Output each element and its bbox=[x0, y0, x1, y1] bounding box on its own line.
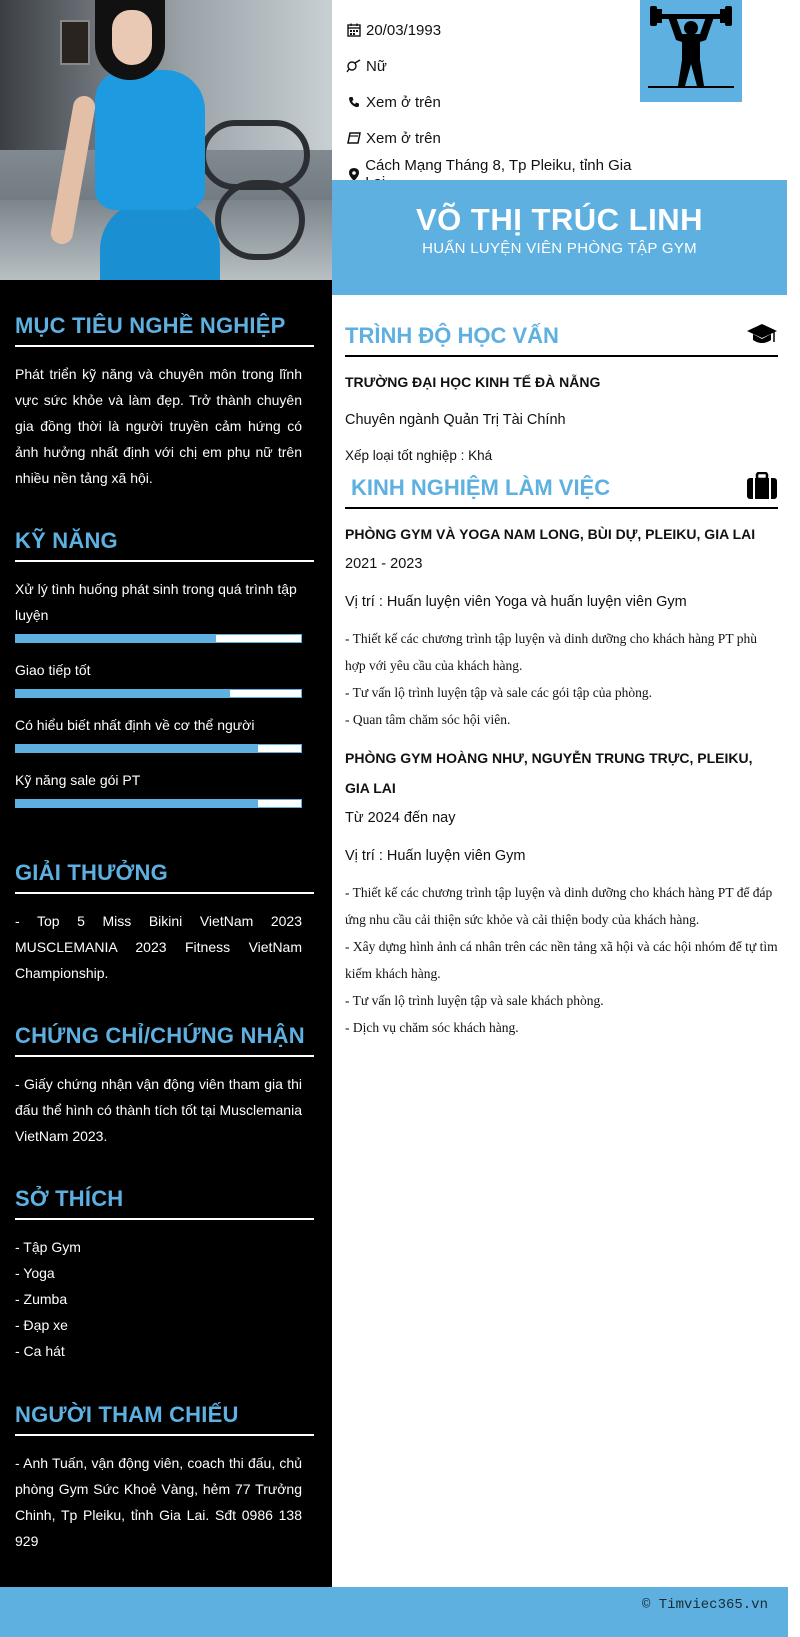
awards-heading: GIẢI THƯỞNG bbox=[15, 860, 314, 894]
job-duty: - Thiết kế các chương trình tập luyện và dinh dưỡng cho khách hàng PT phù hợp với yêu cầu của khách hàng. bbox=[345, 631, 757, 673]
job-entry bbox=[345, 519, 778, 733]
education-grade: Xếp loại tốt nghiệp : Khá bbox=[345, 448, 493, 463]
experience-header bbox=[345, 469, 778, 509]
skill-level-fill bbox=[16, 800, 258, 807]
gender-value: Nữ bbox=[366, 57, 387, 75]
skills-heading: KỸ NĂNG bbox=[15, 528, 314, 562]
skill-level-fill bbox=[16, 690, 230, 697]
references-section bbox=[15, 1402, 314, 1554]
contact-list bbox=[344, 12, 644, 192]
job-duty: - Quan tâm chăm sóc hội viên. bbox=[345, 712, 511, 727]
name-banner bbox=[332, 180, 787, 295]
job-period: 2021 - 2023 bbox=[345, 556, 423, 572]
job-position: Vị trí : Huấn luyện viên Gym bbox=[345, 848, 526, 864]
calendar-icon bbox=[344, 23, 364, 37]
skill-label: Xử lý tình huống phát sinh trong quá trình tập luyện bbox=[15, 581, 297, 623]
profile-photo bbox=[0, 0, 332, 280]
experience-heading: KINH NGHIỆM LÀM VIỆC bbox=[351, 475, 611, 500]
career-goal-text: Phát triển kỹ năng và chuyên môn trong lĩnh vực sức khỏe và làm đẹp. Trở thành chuyên gia đồng thời là người truyền cảm hứng có ảnh hưởng nhất định với chị em phụ nữ trên nhiều nền tảng xã hội. bbox=[15, 366, 302, 486]
job-company: PHÒNG GYM VÀ YOGA NAM LONG, BÙI DỰ, PLEIKU, GIA LAI bbox=[345, 526, 756, 542]
job-duty: - Tư vấn lộ trình luyện tập và sale khách phòng. bbox=[345, 993, 604, 1008]
skill-label: Kỹ năng sale gói PT bbox=[15, 772, 141, 788]
contact-gender bbox=[344, 48, 644, 84]
skill-level-bar bbox=[15, 744, 302, 753]
job-duty: - Dịch vụ chăm sóc khách hàng. bbox=[345, 1020, 519, 1035]
job-period: Từ 2024 đến nay bbox=[345, 810, 456, 826]
job-entry bbox=[345, 743, 778, 1041]
birthday-value: 20/03/1993 bbox=[366, 21, 442, 39]
education-heading: TRÌNH ĐỘ HỌC VẤN bbox=[345, 323, 559, 348]
skill-item bbox=[15, 712, 314, 753]
footer bbox=[0, 1587, 788, 1637]
hobbies-heading: SỞ THÍCH bbox=[15, 1186, 314, 1220]
certificates-section bbox=[15, 1023, 314, 1149]
job-company: PHÒNG GYM HOÀNG NHƯ, NGUYỄN TRUNG TRỰC, PLEIKU, GIA LAI bbox=[345, 750, 753, 796]
job-duty: - Thiết kế các chương trình tập luyện và dinh dưỡng cho khách hàng PT để đáp ứng nhu cầu cải thiện sức khỏe và cải thiện body của khách hàng. bbox=[345, 885, 773, 927]
hobbies-section bbox=[15, 1186, 314, 1364]
hobby-item: - Yoga bbox=[15, 1265, 55, 1281]
education-header bbox=[345, 317, 778, 357]
contact-phone bbox=[344, 84, 644, 120]
certificates-heading: CHỨNG CHỈ/CHỨNG NHẬN bbox=[15, 1023, 314, 1057]
contact-email bbox=[344, 120, 644, 156]
email-value: Xem ở trên bbox=[366, 129, 441, 147]
awards-section bbox=[15, 860, 314, 986]
skill-level-fill bbox=[16, 745, 258, 752]
references-text: - Anh Tuấn, vận động viên, coach thi đấu, chủ phòng Gym Sức Khoẻ Vàng, hẻm 77 Trưởng Chinh, Tp Pleiku, tỉnh Gia Lai. Sđt 0986 138 929 bbox=[15, 1455, 302, 1549]
certificates-text: - Giấy chứng nhận vận động viên tham gia thi đấu thể hình có thành tích tốt tại Musclemania VietNam 2023. bbox=[15, 1076, 302, 1144]
skill-label: Có hiểu biết nhất định về cơ thể người bbox=[15, 717, 255, 733]
copyright-text: © Timviec365.vn bbox=[641, 1597, 768, 1613]
skill-level-bar bbox=[15, 689, 302, 698]
skills-section bbox=[15, 528, 314, 808]
map-marker-icon bbox=[344, 168, 363, 181]
hobby-item: - Ca hát bbox=[15, 1343, 65, 1359]
skill-item bbox=[15, 576, 314, 643]
career-goal-section bbox=[15, 313, 314, 491]
education-entry bbox=[345, 367, 778, 471]
skill-level-fill bbox=[16, 635, 216, 642]
candidate-name: VÕ THỊ TRÚC LINH bbox=[416, 202, 703, 237]
candidate-title: HUẤN LUYỆN VIÊN PHÒNG TẬP GYM bbox=[422, 240, 697, 257]
job-duty: - Tư vấn lộ trình luyện tập và sale các gói tập của phòng. bbox=[345, 685, 652, 700]
hobby-item: - Zumba bbox=[15, 1291, 68, 1307]
weightlifter-logo-icon bbox=[640, 0, 742, 102]
job-position: Vị trí : Huấn luyện viên Yoga và huấn luyện viên Gym bbox=[345, 594, 687, 610]
address-value: Cách Mạng Tháng 8, Tp Pleiku, tỉnh Gia bbox=[365, 157, 632, 174]
skill-level-bar bbox=[15, 799, 302, 808]
skill-level-bar bbox=[15, 634, 302, 643]
job-duty: - Xây dựng hình ảnh cá nhân trên các nền tảng xã hội và các hội nhóm để tự tìm kiếm khách hàng. bbox=[345, 939, 778, 981]
career-goal-heading: MỤC TIÊU NGHỀ NGHIỆP bbox=[15, 313, 314, 347]
hobby-item: - Tập Gym bbox=[15, 1239, 81, 1255]
briefcase-icon bbox=[746, 472, 778, 505]
school-name: TRƯỜNG ĐẠI HỌC KINH TẾ ĐÀ NẴNG bbox=[345, 374, 601, 390]
skill-item bbox=[15, 657, 314, 698]
email-icon bbox=[344, 132, 364, 144]
skill-label: Giao tiếp tốt bbox=[15, 662, 91, 678]
phone-value: Xem ở trên bbox=[366, 93, 441, 111]
contact-birthday bbox=[344, 12, 644, 48]
graduation-cap-icon bbox=[746, 322, 778, 351]
references-heading: NGƯỜI THAM CHIẾU bbox=[15, 1402, 314, 1436]
hobby-item: - Đạp xe bbox=[15, 1317, 68, 1333]
sidebar bbox=[0, 0, 332, 1587]
gender-icon bbox=[344, 59, 364, 73]
awards-text: - Top 5 Miss Bikini VietNam 2023 MUSCLEMANIA 2023 Fitness VietNam Championship. bbox=[15, 913, 302, 981]
education-major: Chuyên ngành Quản Trị Tài Chính bbox=[345, 412, 566, 428]
skill-item bbox=[15, 767, 314, 808]
phone-icon bbox=[344, 96, 364, 108]
